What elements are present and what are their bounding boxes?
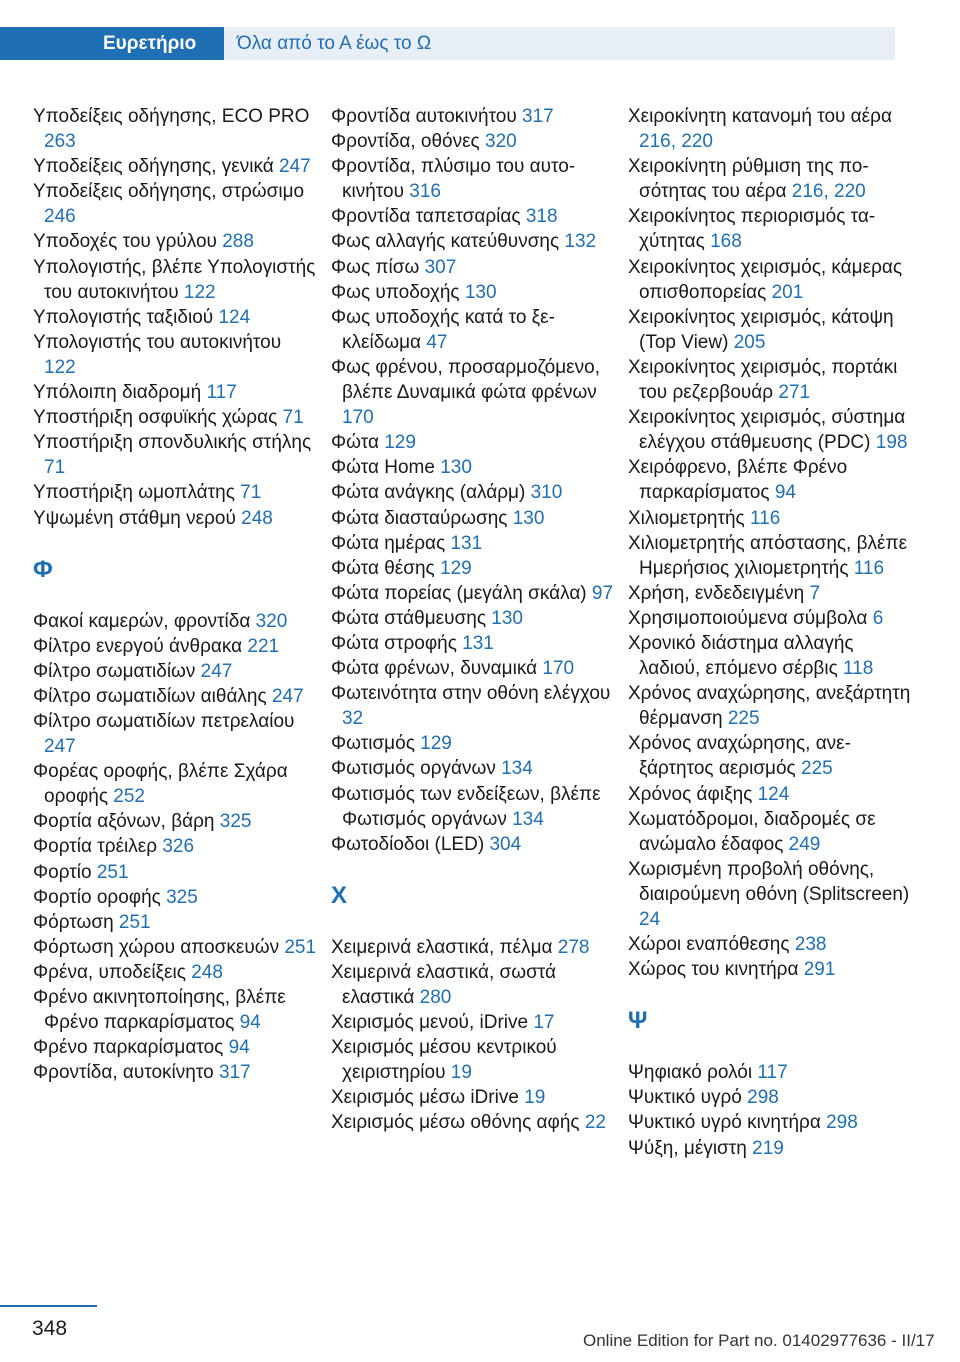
page-reference-link[interactable]: 122 bbox=[183, 281, 216, 303]
page-reference-link[interactable]: 168 bbox=[710, 231, 742, 253]
index-entry bbox=[33, 380, 318, 405]
index-entry-term: Χρήση, ενδεδειγμένη bbox=[628, 582, 805, 604]
index-entry bbox=[331, 782, 616, 832]
page-reference-link[interactable]: 288 bbox=[222, 231, 254, 253]
index-entry bbox=[33, 659, 318, 684]
index-entry bbox=[628, 355, 913, 405]
index-entry-term: Χειροκίνητος χειρισμός, κάμερας οπισθοπορείας bbox=[628, 256, 903, 303]
index-entry-term: Ψυκτικό υγρό bbox=[628, 1087, 742, 1109]
index-entry-term: Υπολογιστής ταξιδιού bbox=[33, 306, 214, 328]
page-reference-link[interactable]: 6 bbox=[872, 607, 884, 629]
index-entry bbox=[33, 330, 318, 380]
page-reference-link[interactable]: 19 bbox=[524, 1087, 546, 1109]
index-entry bbox=[331, 731, 616, 756]
page-reference-link[interactable]: 216, 220 bbox=[639, 131, 713, 153]
index-entry bbox=[331, 832, 616, 857]
page-reference-link[interactable]: 221 bbox=[247, 635, 280, 657]
index-column-1 bbox=[33, 104, 318, 1085]
index-entry-term: Υποστήριξη σπονδυλικής στήλης bbox=[33, 432, 312, 454]
index-entry-term: Χειρόφρενο, βλέπε Φρένο παρκαρίσματος bbox=[628, 457, 848, 504]
index-entry-term: Φως πίσω bbox=[331, 256, 420, 278]
index-entry bbox=[331, 581, 616, 606]
index-entry bbox=[628, 681, 913, 731]
index-entry bbox=[33, 430, 318, 480]
index-entry-term: Φορτία τρέιλερ bbox=[33, 836, 158, 858]
page-reference-link[interactable]: 320 bbox=[485, 131, 517, 153]
page-reference-link[interactable]: 131 bbox=[462, 632, 494, 654]
index-entry-term: Υποδοχές του γρύλου bbox=[33, 231, 217, 253]
index-entry bbox=[331, 255, 616, 280]
index-entry bbox=[628, 204, 913, 254]
page-reference-link[interactable]: 32 bbox=[342, 708, 364, 730]
index-entry bbox=[331, 960, 616, 1010]
index-entry bbox=[33, 834, 318, 859]
index-entry bbox=[331, 129, 616, 154]
page-reference-link[interactable]: 320 bbox=[255, 610, 288, 632]
page-reference-link[interactable]: 247 bbox=[44, 736, 76, 758]
index-entry bbox=[33, 229, 318, 254]
page-reference-link[interactable]: 116 bbox=[853, 557, 885, 579]
page-reference-link[interactable]: 118 bbox=[843, 658, 874, 680]
index-entry-term: Υποστήριξη οσφυϊκής χώρας bbox=[33, 407, 278, 429]
page-reference-link[interactable]: 317 bbox=[522, 106, 554, 127]
index-entry-term: Φώτα διασταύρωσης bbox=[331, 507, 508, 529]
index-entry bbox=[331, 656, 616, 681]
index-entry bbox=[33, 480, 318, 505]
index-entry-term: Φώτα ημέρας bbox=[331, 532, 446, 554]
page-reference-link[interactable]: 130 bbox=[512, 507, 545, 529]
index-entry-term: Χρονικό διάστημα αλλαγής λαδιού, επόμενο σέρβις bbox=[628, 632, 854, 680]
index-entry-term: Φώτα Home bbox=[331, 457, 435, 479]
index-entry-term: Χειροκίνητος χειρισμός, πορτάκι του ρεζερβουάρ bbox=[628, 356, 898, 404]
page-reference-link[interactable]: 249 bbox=[788, 833, 821, 855]
index-entry-term: Χρόνος αναχώρησης, ανεξάρτητος αερισμός bbox=[628, 733, 851, 780]
page-reference-link[interactable]: 117 bbox=[206, 382, 237, 404]
index-entry bbox=[33, 910, 318, 935]
index-entry-term: Χειροκίνητος χειρισμός, κάτοψη (Top View) bbox=[628, 306, 894, 353]
index-entry-term: Φροντίδα, πλύσιμο του αυτοκινήτου bbox=[331, 156, 576, 203]
index-entry-term: Χειρισμός μέσου κεντρικού χειριστηρίου bbox=[331, 1037, 557, 1084]
index-entry bbox=[628, 631, 913, 681]
index-entry-term: Χειροκίνητος περιορισμός ταχύτητας bbox=[628, 206, 876, 253]
index-entry bbox=[331, 1035, 616, 1085]
index-entry-term: Φίλτρο ενεργού άνθρακα bbox=[33, 635, 243, 657]
index-entry bbox=[331, 506, 616, 531]
index-entry bbox=[33, 709, 318, 759]
page-reference-link[interactable]: 94 bbox=[774, 482, 796, 504]
index-entry bbox=[331, 1110, 616, 1135]
page-reference-link[interactable]: 280 bbox=[419, 987, 452, 1008]
index-entry-term: Φώτα bbox=[331, 432, 379, 454]
page-reference-link[interactable]: 205 bbox=[733, 331, 766, 353]
index-entry-term: Φώτα πορείας (μεγάλη σκάλα) bbox=[331, 582, 587, 604]
page-reference-link[interactable]: 170 bbox=[342, 407, 374, 429]
page-reference-link[interactable]: 198 bbox=[875, 432, 908, 454]
page-reference-link[interactable]: 251 bbox=[284, 936, 317, 958]
index-entry bbox=[331, 455, 616, 480]
index-entry bbox=[331, 430, 616, 455]
page-reference-link[interactable]: 22 bbox=[584, 1112, 606, 1134]
page-reference-link[interactable]: 24 bbox=[639, 909, 661, 930]
page-reference-link[interactable]: 307 bbox=[424, 256, 457, 278]
page-reference-link[interactable]: 298 bbox=[747, 1087, 779, 1109]
page-reference-link[interactable]: 130 bbox=[440, 457, 472, 479]
page-reference-link[interactable]: 19 bbox=[450, 1062, 472, 1084]
page-reference-link[interactable]: 129 bbox=[384, 432, 416, 454]
page-reference-link[interactable]: 248 bbox=[191, 961, 223, 983]
page-reference-link[interactable]: 117 bbox=[757, 1062, 788, 1084]
index-entry bbox=[331, 154, 616, 204]
tab-index[interactable]: Ευρετήριο bbox=[0, 27, 224, 60]
page-reference-link[interactable]: 291 bbox=[803, 959, 836, 981]
page-reference-link[interactable]: 94 bbox=[228, 1037, 250, 1059]
index-entry bbox=[628, 957, 913, 982]
index-entry bbox=[33, 1060, 318, 1085]
page-reference-link[interactable]: 246 bbox=[44, 206, 76, 228]
index-entry-term: Φίλτρο σωματιδίων bbox=[33, 660, 196, 682]
index-entry bbox=[628, 807, 913, 857]
index-entry-term: Φορέας οροφής, βλέπε Σχάρα οροφής bbox=[33, 761, 288, 808]
index-entry-term: Χειρισμός μενού, iDrive bbox=[331, 1012, 529, 1034]
page-reference-link[interactable]: 129 bbox=[440, 557, 472, 579]
page-reference-link[interactable]: 201 bbox=[771, 281, 804, 303]
index-entry bbox=[331, 355, 616, 430]
footer-edition: Online Edition for Part no. 01402977636 - II/17 bbox=[583, 1331, 935, 1350]
page-reference-link[interactable]: 251 bbox=[96, 861, 129, 883]
index-entry bbox=[331, 104, 616, 129]
index-entry-term: Φώτα φρένων, δυναμικά bbox=[331, 658, 538, 680]
index-entry-term: Φως φρένου, προσαρμοζόμενο, βλέπε Δυναμικά φώτα φρένων bbox=[331, 356, 600, 404]
index-entry-term: Φρένο ακινητοποίησης, βλέπε Φρένο παρκαρίσματος bbox=[33, 987, 286, 1034]
index-entry-term: Χειμερινά ελαστικά, σωστά ελαστικά bbox=[331, 961, 557, 1008]
section-letter: Ψ bbox=[628, 1007, 648, 1035]
index-entry bbox=[628, 154, 913, 204]
page-reference-link[interactable]: 7 bbox=[809, 582, 821, 604]
index-entry-term: Φροντίδα αυτοκινήτου bbox=[331, 106, 517, 127]
index-entry-term: Χειροκίνητη κατανομή του αέρα bbox=[628, 106, 892, 127]
page-reference-link[interactable]: 271 bbox=[778, 382, 811, 404]
page-reference-link[interactable]: 247 bbox=[200, 660, 233, 682]
index-entry bbox=[33, 609, 318, 634]
page-reference-link[interactable]: 122 bbox=[44, 356, 76, 378]
page-reference-link[interactable]: 97 bbox=[591, 582, 614, 604]
page-reference-link[interactable]: 132 bbox=[564, 231, 597, 253]
page-number-rule bbox=[0, 1305, 97, 1307]
page-reference-link[interactable]: 130 bbox=[491, 607, 523, 629]
index-entry-term: Χωρισμένη προβολή οθόνης, διαιρούμενη οθόνη (Splitscreen) bbox=[628, 858, 910, 905]
index-entry-term: Χιλιομετρητής bbox=[628, 507, 745, 529]
index-entry bbox=[628, 531, 913, 581]
page-reference-link[interactable]: 298 bbox=[826, 1112, 858, 1134]
index-entry bbox=[33, 634, 318, 659]
page-reference-link[interactable]: 247 bbox=[271, 685, 304, 707]
index-entry-term: Φορτία αξόνων, βάρη bbox=[33, 811, 215, 833]
index-entry-term: Φίλτρο σωματιδίων πετρελαίου bbox=[33, 710, 295, 732]
index-entry bbox=[628, 405, 913, 455]
index-entry-term: Φροντίδα, οθόνες bbox=[331, 131, 480, 153]
index-entry-term: Φακοί καμερών, φροντίδα bbox=[33, 610, 251, 632]
page-reference-link[interactable]: 252 bbox=[113, 786, 145, 808]
index-entry bbox=[628, 506, 913, 531]
index-entry-term: Χειροκίνητη ρύθμιση της ποσότητας του αέρα bbox=[628, 156, 869, 203]
page-reference-link[interactable]: 124 bbox=[218, 306, 251, 328]
index-entry bbox=[628, 782, 913, 807]
index-entry-term: Φορτίο οροφής bbox=[33, 886, 161, 908]
page-reference-link[interactable]: 238 bbox=[794, 934, 827, 956]
index-entry-term: Φορτίο bbox=[33, 861, 92, 883]
page-reference-link[interactable]: 304 bbox=[489, 833, 522, 855]
page-reference-link[interactable]: 325 bbox=[166, 886, 198, 908]
index-entry-term: Φρένο παρκαρίσματος bbox=[33, 1037, 224, 1059]
page-reference-link[interactable]: 251 bbox=[118, 911, 151, 933]
page-reference-link[interactable]: 131 bbox=[450, 532, 483, 554]
index-entry-term: Υποστήριξη ωμοπλάτης bbox=[33, 482, 235, 504]
page-reference-link[interactable]: 71 bbox=[240, 482, 262, 504]
index-entry bbox=[628, 857, 913, 932]
index-entry bbox=[33, 960, 318, 985]
page-reference-link[interactable]: 47 bbox=[426, 331, 448, 353]
index-entry-term: Χειροκίνητος χειρισμός, σύστημα ελέγχου στάθμευσης (PDC) bbox=[628, 407, 906, 454]
index-entry-term: Φως υποδοχής κατά το ξεκλείδωμα bbox=[331, 306, 555, 353]
index-entry-term: Φως αλλαγής κατεύθυνσης bbox=[331, 231, 560, 253]
page-reference-link[interactable]: 225 bbox=[727, 708, 760, 730]
page-reference-link[interactable]: 129 bbox=[420, 733, 452, 755]
index-entry-term: Χιλιομετρητής απόστασης, βλέπε Ημερήσιος χιλιομετρητής bbox=[628, 532, 908, 579]
index-entry-term: Χωματόδρομοι, διαδρομές σε ανώμαλο έδαφος bbox=[628, 808, 876, 855]
tab-a-to-z[interactable]: Όλα από το Α έως το Ω bbox=[237, 33, 432, 54]
index-entry bbox=[628, 1110, 913, 1135]
page-reference-link[interactable]: 225 bbox=[801, 758, 833, 780]
index-entry bbox=[331, 1085, 616, 1110]
index-entry-term: Υποδείξεις οδήγησης, ECO PRO bbox=[33, 106, 310, 127]
index-entry bbox=[331, 935, 616, 960]
page-reference-link[interactable]: 263 bbox=[44, 131, 76, 153]
index-entry bbox=[628, 1136, 913, 1161]
index-entry bbox=[628, 305, 913, 355]
index-entry bbox=[33, 506, 318, 531]
index-entry bbox=[33, 684, 318, 709]
page-reference-link[interactable]: 94 bbox=[239, 1012, 261, 1034]
index-entry bbox=[331, 480, 616, 505]
index-entry bbox=[331, 606, 616, 631]
index-entry-term: Φρένα, υποδείξεις bbox=[33, 961, 186, 983]
index-entry-term: Φωτισμός των ενδείξεων, βλέπε Φωτισμός οργάνων bbox=[331, 783, 601, 830]
index-entry-term: Φώτα ανάγκης (αλάρμ) bbox=[331, 482, 526, 504]
index-entry-term: Φροντίδα ταπετσαρίας bbox=[331, 206, 521, 228]
page-reference-link[interactable]: 71 bbox=[282, 407, 304, 429]
index-entry bbox=[331, 756, 616, 781]
index-entry bbox=[33, 809, 318, 834]
index-entry-term: Χειμερινά ελαστικά, πέλμα bbox=[331, 936, 553, 958]
index-entry bbox=[33, 405, 318, 430]
page-reference-link[interactable]: 219 bbox=[752, 1137, 784, 1159]
index-entry-term: Ψύξη, μέγιστη bbox=[628, 1137, 747, 1159]
index-entry-term: Φόρτωση bbox=[33, 911, 114, 933]
index-entry-term: Χώρος του κινητήρα bbox=[628, 959, 799, 981]
index-entry-term: Φροντίδα, αυτοκίνητο bbox=[33, 1062, 214, 1084]
index-entry-term: Χρόνος αναχώρησης, ανεξάρτητη θέρμανση bbox=[628, 683, 911, 730]
index-entry-term: Χειρισμός μέσω οθόνης αφής bbox=[331, 1112, 580, 1134]
index-entry-term: Φωτισμός bbox=[331, 733, 415, 755]
page-reference-link[interactable]: 310 bbox=[530, 482, 563, 504]
index-entry bbox=[33, 179, 318, 229]
index-entry-term: Υπόλοιπη διαδρομή bbox=[33, 382, 202, 404]
index-entry bbox=[331, 1010, 616, 1035]
index-entry bbox=[628, 255, 913, 305]
index-entry bbox=[628, 932, 913, 957]
index-entry bbox=[33, 104, 318, 154]
index-entry bbox=[331, 631, 616, 656]
index-entry-term: Υποδείξεις οδήγησης, στρώσιμο bbox=[33, 181, 305, 203]
index-entry bbox=[628, 581, 913, 606]
index-entry-term: Φόρτωση χώρου αποσκευών bbox=[33, 936, 280, 958]
page-number: 348 bbox=[32, 1317, 68, 1340]
page-reference-link[interactable]: 134 bbox=[501, 758, 533, 780]
index-entry-term: Ψυκτικό υγρό κινητήρα bbox=[628, 1112, 821, 1134]
index-entry bbox=[331, 681, 616, 731]
index-entry-term: Ψηφιακό ρολόι bbox=[628, 1062, 753, 1084]
page-reference-link[interactable]: 317 bbox=[218, 1062, 251, 1084]
index-entry bbox=[33, 885, 318, 910]
index-entry bbox=[628, 104, 913, 154]
index-entry-term: Φωτοδίοδοι (LED) bbox=[331, 833, 485, 855]
index-entry bbox=[628, 455, 913, 505]
index-entry-term: Υψωμένη στάθμη νερού bbox=[33, 507, 236, 529]
index-entry bbox=[33, 154, 318, 179]
index-entry bbox=[33, 305, 318, 330]
page-reference-link[interactable]: 216, 220 bbox=[791, 181, 866, 203]
index-entry bbox=[331, 305, 616, 355]
index-entry-term: Φωτισμός οργάνων bbox=[331, 758, 496, 780]
index-entry bbox=[628, 1060, 913, 1085]
page-reference-link[interactable]: 130 bbox=[464, 281, 497, 303]
index-entry-term: Υποδείξεις οδήγησης, γενικά bbox=[33, 156, 274, 178]
index-entry-term: Φώτα θέσης bbox=[331, 557, 435, 579]
index-entry-term: Φίλτρο σωματιδίων αιθάλης bbox=[33, 685, 267, 707]
section-letter: Φ bbox=[33, 555, 53, 583]
page-reference-link[interactable]: 17 bbox=[533, 1012, 555, 1034]
index-entry bbox=[33, 1035, 318, 1060]
index-entry bbox=[33, 759, 318, 809]
index-entry bbox=[628, 1085, 913, 1110]
page-reference-link[interactable]: 247 bbox=[279, 156, 311, 178]
index-entry bbox=[331, 229, 616, 254]
index-entry-term: Χρόνος άφιξης bbox=[628, 783, 753, 805]
index-entry-term: Υπολογιστής, βλέπε Υπολογιστής του αυτοκινήτου bbox=[33, 256, 316, 303]
index-column-2 bbox=[331, 104, 616, 1136]
index-entry bbox=[331, 556, 616, 581]
index-entry bbox=[331, 531, 616, 556]
page-reference-link[interactable]: 318 bbox=[525, 206, 558, 228]
index-entry-term: Χρησιμοποιούμενα σύμβολα bbox=[628, 607, 868, 629]
index-entry-term: Χώροι εναπόθεσης bbox=[628, 934, 790, 956]
page-reference-link[interactable]: 71 bbox=[44, 457, 66, 479]
page-reference-link[interactable]: 170 bbox=[542, 658, 575, 680]
index-entry-term: Φώτα στάθμευσης bbox=[331, 607, 486, 629]
index-entry bbox=[331, 280, 616, 305]
page-reference-link[interactable]: 325 bbox=[219, 811, 252, 833]
index-entry bbox=[33, 935, 318, 960]
index-entry bbox=[33, 255, 318, 305]
index-entry-term: Φως υποδοχής bbox=[331, 281, 460, 303]
index-entry bbox=[33, 985, 318, 1035]
index-entry-term: Φώτα στροφής bbox=[331, 632, 457, 654]
index-entry-term: Υπολογιστής του αυτοκινήτου bbox=[33, 331, 282, 353]
page-reference-link[interactable]: 248 bbox=[241, 507, 273, 529]
index-entry-term: Χειρισμός μέσω iDrive bbox=[331, 1087, 519, 1109]
index-entry bbox=[331, 204, 616, 229]
index-entry bbox=[33, 860, 318, 885]
index-entry-term: Φωτεινότητα στην οθόνη ελέγχου bbox=[331, 683, 611, 705]
index-column-3 bbox=[628, 104, 913, 1161]
page-reference-link[interactable]: 116 bbox=[750, 507, 781, 529]
index-entry bbox=[628, 606, 913, 631]
page-reference-link[interactable]: 278 bbox=[557, 936, 590, 958]
page-reference-link[interactable]: 124 bbox=[757, 783, 790, 805]
page-reference-link[interactable]: 326 bbox=[162, 836, 195, 858]
page-reference-link[interactable]: 316 bbox=[409, 181, 441, 203]
index-entry bbox=[628, 731, 913, 781]
page-reference-link[interactable]: 134 bbox=[512, 808, 544, 830]
section-letter: Χ bbox=[331, 881, 348, 909]
